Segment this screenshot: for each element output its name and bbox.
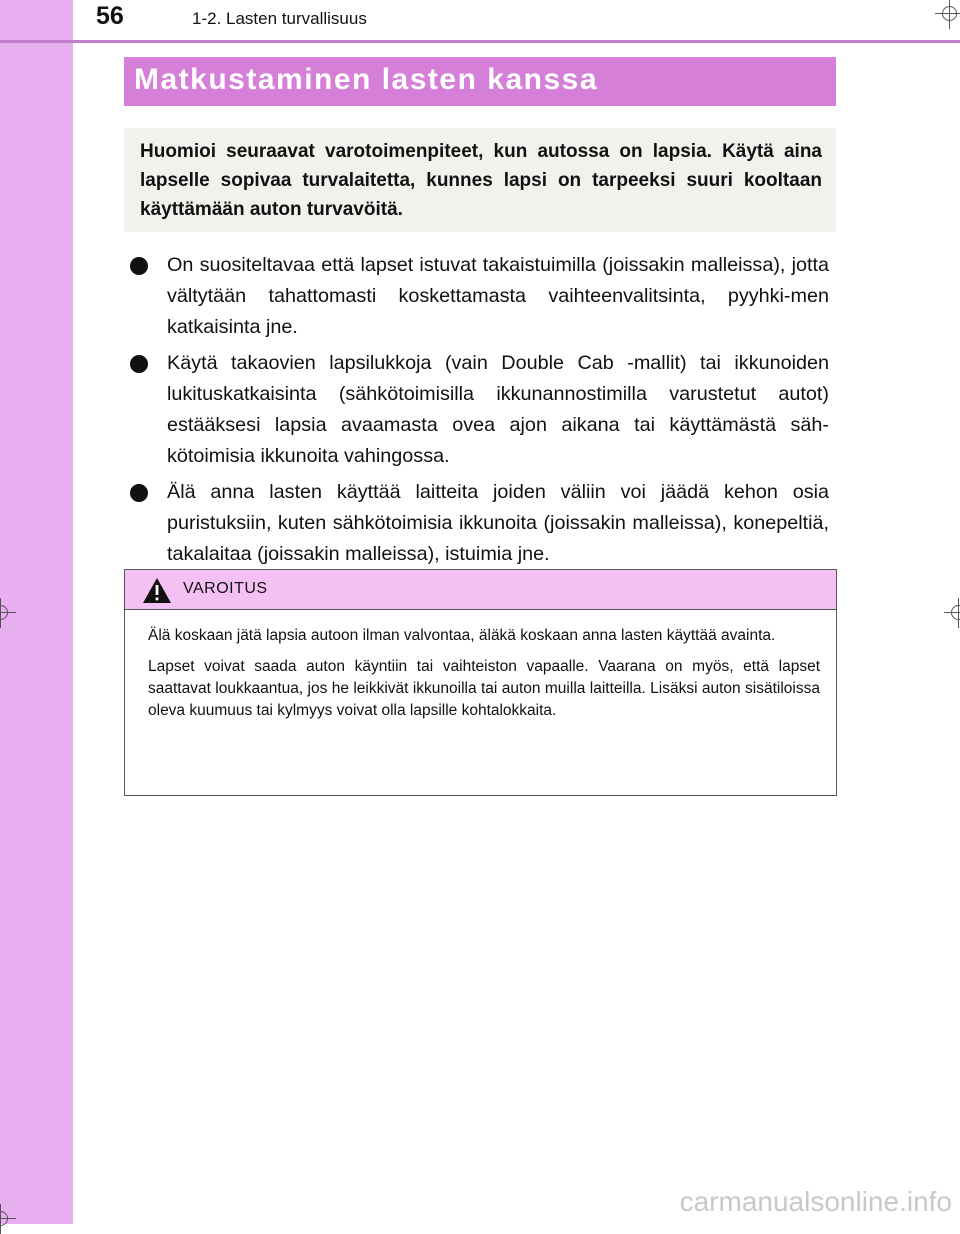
warning-triangle-icon xyxy=(142,577,172,604)
intro-text: Huomioi seuraavat varotoimenpiteet, kun autossa on lapsia. Käytä aina lapselle sopivaa turvalaitetta, kunnes lapsi on tarpeeksi suuri kooltaan käyttämään auton turvavöitä. xyxy=(140,141,822,220)
warning-box xyxy=(124,569,837,796)
list-item xyxy=(129,348,829,472)
bullet-dot-icon xyxy=(130,355,148,373)
list-item xyxy=(129,477,829,570)
chapter-heading: 1-2. Lasten turvallisuus xyxy=(192,9,367,28)
section-title-bar xyxy=(124,57,836,106)
list-item xyxy=(129,250,829,343)
watermark: carmanualsonline.info xyxy=(679,1186,952,1217)
crop-mark-top-right xyxy=(935,0,960,29)
bullet-dot-icon xyxy=(130,257,148,275)
crop-mark-bottom-left xyxy=(0,1204,16,1234)
list-item-text: On suositeltavaa että lapset istuvat takaistuimilla (joissakin malleissa), jotta vältytään tahattomasti koskettamasta vaihteenvalitsinta, pyyhki-men katkaisinta jne. xyxy=(167,254,829,338)
page-number: 56 xyxy=(96,2,124,30)
crop-mark-right-middle xyxy=(944,598,960,628)
warning-paragraph: Älä koskaan jätä lapsia autoon ilman valvontaa, äläkä koskaan anna lasten käyttää avainta. xyxy=(148,627,776,644)
header-rule xyxy=(0,40,960,43)
crop-mark-left-middle xyxy=(0,598,16,628)
warning-paragraph: Lapset voivat saada auton käyntiin tai vaihteiston vapaalle. Vaarana on myös, että lapset saattavat loukkaantua, jos he leikkivät ikkunoilla tai auton muilla laitteilla. Lisäksi auton sisätiloissa oleva kuumuus tai kylmyys voivat olla lapsille kohtalokkaita. xyxy=(148,658,820,719)
bullet-dot-icon xyxy=(130,484,148,502)
warning-label: VAROITUS xyxy=(183,580,268,597)
warning-body xyxy=(148,625,820,731)
intro-box xyxy=(124,128,836,232)
section-title: Matkustaminen lasten kanssa xyxy=(134,63,599,96)
bullet-list xyxy=(129,250,829,575)
list-item-text: Käytä takaovien lapsilukkoja (vain Double Cab -mallit) tai ikkunoiden lukituskatkaisinta (sähkötoimisilla ikkunannostimilla varustetut autot) estääksesi lapsia avaamasta ovea ajon aikana tai käyttämästä säh-kötoimisia ikkunoita vahingossa. xyxy=(167,352,829,467)
warning-header xyxy=(125,570,836,610)
list-item-text: Älä anna lasten käyttää laitteita joiden väliin voi jäädä kehon osia puristuksiin, kuten sähkötoimisia ikkunoita (joissakin malleissa), konepeltiä, takalaitaa (joissakin malleissa), istuimia jne. xyxy=(167,481,829,565)
